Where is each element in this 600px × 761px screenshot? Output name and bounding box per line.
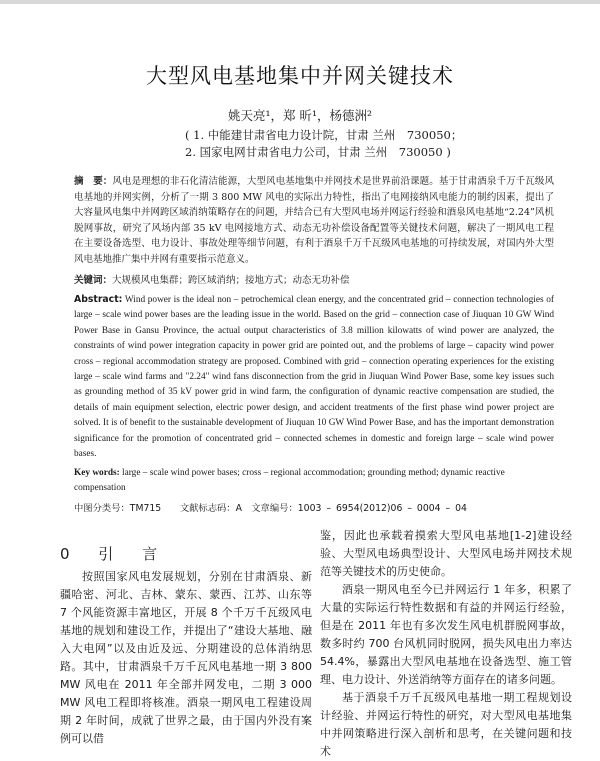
abstract-en-text: Wind power is the ideal non – petrochemical clean energy, and the concentrated grid – connection technologies of large – scale wind power bases are the leading issue in the world. Based on the grid – connection case of Jiuquan 10 GW Wind Power Base in Gansu Province, the actual output characteristics of 3.8 million kilowatts of wind power are analyzed, the constraints of wind power integration capacity in power grid are pointed out, and the problems of large – capacity wind power cross – regional accommodation strategy are proposed. Combined with grid – connection operating experiences for the existing large – scale wind farms and "2.24" wind fans disconnection from the grid in Jiuquan Wind Power Base, some key issues such as grounding method of 35 kV power grid in wind farm, the configuration of dynamic reactive compensation are studied, the details of main equipment selection, electric power design, and accident treatments of the first phase wind power project are solved. It is of benefit to the sustainable development of Jiuquan 10 GW Wind Power Base, and has the important demonstration significance for the promotion of concentrated grid – connected schemes in domestic and foreign large – scale wind power bases. [74,295,555,460]
abstract-zh-label: 摘 要： [74,176,113,187]
paragraph: 按照国家风电发展规划，分别在甘肃酒泉、新疆哈密、河北、吉林、蒙东、蒙西、江苏、山东等 7 个风能资源丰富地区，开展 8 个千万千瓦级风电基地的规划和建设工作，并提出了“建设大基地、融入大电网”以及由近及远、分期建设的总体消纳思路。其中，甘肃酒泉千万千瓦风电基地一期 3 800 MW 风电在 2011 年全部并网发电，二期 3 000 MW 风电工程即将核准。酒泉一期风电工程建设周期 2 年时间，成就了世界之最，由于国内外没有案例可以借 [60,570,312,745]
left-column [60,568,312,748]
chinese-keywords [74,272,554,286]
keywords-zh-text: 大规模风电集群；跨区域消纳；接地方式；动态无功补偿 [112,275,350,286]
author-list: 姚天亮¹，郑 昕¹，杨德洲² [227,108,372,123]
affiliation-1: ( 1. 中能建甘肃省电力设计院，甘肃 兰州 730050； [185,128,463,142]
keywords-en-label: Key words: [74,468,120,478]
scan-edge-band [0,0,600,4]
abstract-zh-text: 风电是理想的非石化清洁能源，大型风电基地集中并网技术是世界前沿课题。基于甘肃酒泉千万千瓦级风电基地的并网实例，分析了一期 3 800 MW 风电的实际出力特性，指出了电网接纳风电能力的制约因素，提出了大容量风电集中并网跨区域消纳策略存在的问题，并结合已有大型风电场并网运行经验和酒泉风电基地“2.24”风机脱网事故，研究了风场内部 35 kV 电网接地方式、动态无功补偿设备配置等关键技术问题，解决了一期风电工程在主要设备选型、电力设计、事故处理等细节问题，有利于酒泉千万千瓦级风电基地的可持续发展，对国内外大型风电基地推广集中并网有重要指示范意义。 [74,176,554,265]
paper-title: 大型风电基地集中并网关键技术 [146,64,454,88]
english-keywords [74,466,554,496]
right-column [320,527,572,761]
affiliation-2: 2. 国家电网甘肃省电力公司，甘肃 兰州 730050 ) [185,145,451,159]
keywords-en-text: large – scale wind power bases; cross – regional accommodation; grounding method; dynamic reactive compensation [74,468,505,493]
classification-line: 中图分类号：TM715 文献标志码：A 文章编号：1003 – 6954(2012)06 – 0004 – 04 [74,503,467,514]
keywords-zh-label: 关键词： [74,275,113,286]
english-abstract [74,292,554,462]
section-heading: 0 引 言 [60,545,170,563]
paragraph: 鉴，因此也承载着摸索大型风电基地[1-2]建设经验、大型风电场典型设计、大型风电场并网技术规范等关键技术的历史使命。 [320,529,572,578]
abstract-en-label: Abstract: [74,294,123,305]
paragraph: 基于酒泉千万千瓦级风电基地一期工程规划设计经验、并网运行特性的研究，对大型风电基地集中并网策略进行深入剖析和思考，在关键问题和技术 [320,691,572,758]
chinese-abstract [74,174,554,267]
paragraph: 酒泉一期风电至今已并网运行 1 年多，积累了大量的实际运行特性数据和有益的并网运行经验，但是在 2011 年也有多次发生风电机群脱网事故，数多时约 700 台风机同时脱网，损失风电出力率达 54.4%，暴露出大型风电基地在设备选型、施工管理、电力设计、外送消纳等方面存在的诸多问题。 [320,583,572,686]
